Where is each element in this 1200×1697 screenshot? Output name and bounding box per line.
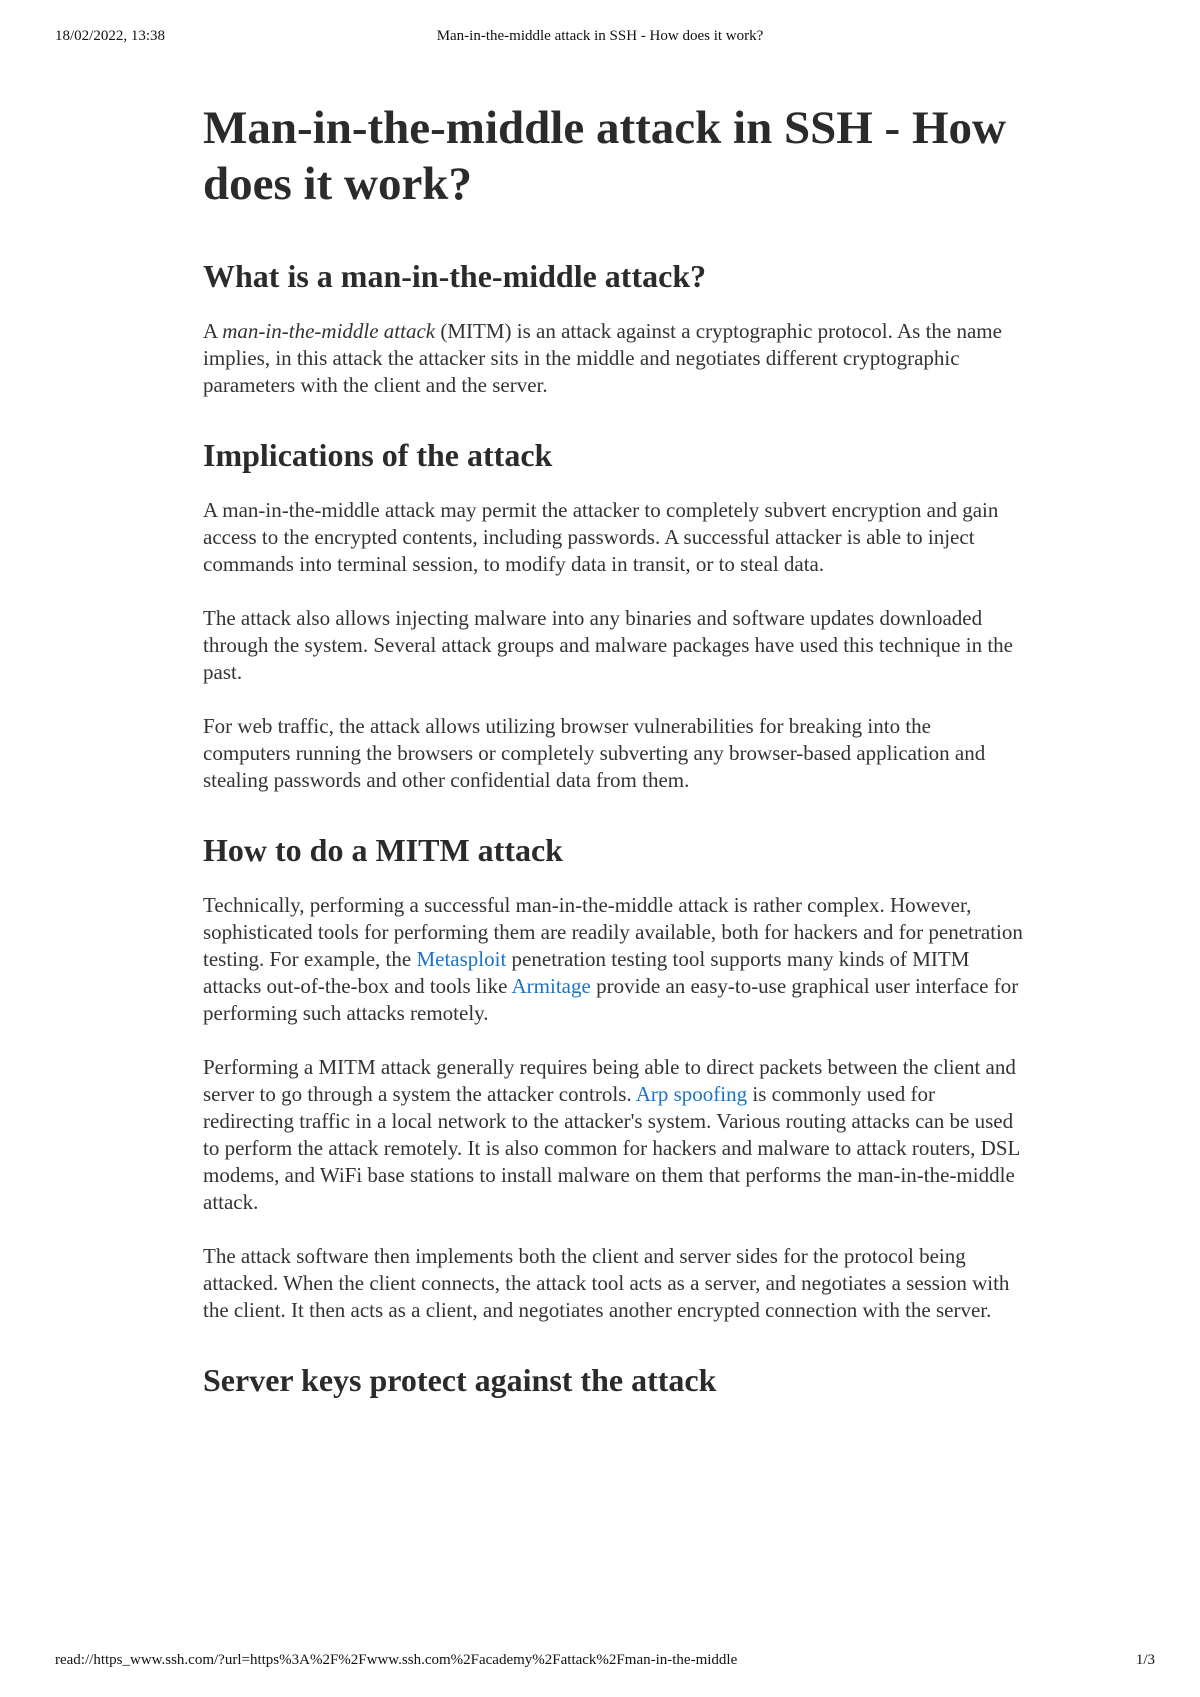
text-run: Performing a MITM attack generally requires being able to direct packets between the client and server to go through a system the attacker controls. [203, 1055, 1016, 1106]
text-run: (MITM) is an attack against a cryptographic protocol. As the name implies, in this attack the attacker sits in the middle and negotiates different cryptographic parameters with the client and the server. [203, 319, 1002, 397]
section-what-is-mitm [203, 256, 1023, 399]
paragraph: The attack software then implements both the client and server sides for the protocol being attacked. When the client connects, the attack tool acts as a server, and negotiates a session with the client. It then acts as a client, and negotiates another encrypted connection with the server. [203, 1244, 1010, 1322]
section-heading: Implications of the attack [203, 437, 553, 473]
section-how-to-mitm [203, 830, 1023, 1324]
print-datetime: 18/02/2022, 13:38 [55, 28, 166, 44]
paragraph [203, 892, 1023, 1027]
paragraph: The attack also allows injecting malware into any binaries and software updates downloaded through the system. Several attack groups and malware packages have used this technique in the past. [203, 606, 1013, 684]
emphasis-term: man-in-the-middle attack [222, 319, 436, 343]
paragraph [203, 1054, 1023, 1216]
section-heading: Server keys protect against the attack [203, 1362, 717, 1398]
print-page-title: Man-in-the-middle attack in SSH - How does it work? [436, 28, 764, 44]
article-title: Man-in-the-middle attack in SSH - How does it work? [203, 102, 1006, 210]
text-run: A [203, 319, 223, 343]
print-page-number: 1/3 [1135, 1652, 1155, 1668]
paragraph: For web traffic, the attack allows utilizing browser vulnerabilities for breaking into the computers running the browsers or completely subverting any browser-based application and stealing passwords and other confidential data from them. [203, 714, 986, 792]
paragraph [203, 318, 1023, 399]
metasploit-link[interactable]: Metasploit [416, 947, 507, 971]
text-run: penetration testing tool supports many kinds of MITM attacks out-of-the-box and tools like [203, 947, 970, 998]
print-url: read://https_www.ssh.com/?url=https%3A%2F%2Fwww.ssh.com%2Facademy%2Fattack%2Fman-in-the-middle [55, 1652, 738, 1668]
arp-spoofing-link[interactable]: Arp spoofing [635, 1082, 748, 1106]
paragraph: A man-in-the-middle attack may permit the attacker to completely subvert encryption and gain access to the encrypted contents, including passwords. A successful attacker is able to inject commands into terminal session, to modify data in transit, or to steal data. [203, 498, 999, 576]
section-implications [203, 435, 1023, 794]
section-server-keys [203, 1360, 1023, 1400]
section-heading: What is a man-in-the-middle attack? [203, 258, 707, 294]
article [203, 100, 1023, 1436]
armitage-link[interactable]: Armitage [511, 974, 591, 998]
section-heading: How to do a MITM attack [203, 832, 563, 868]
text-run: is commonly used for redirecting traffic in a local network to the attacker's system. Various routing attacks can be used to perform the attack remotely. It is also common for hackers and malware to attack routers, DSL modems, and WiFi base stations to install malware on them that performs the man-in-the-middle attack. [203, 1082, 1020, 1214]
text-run: Technically, performing a successful man-in-the-middle attack is rather complex. However, sophisticated tools for performing them are readily available, both for hackers and for penetration testing. For example, the [203, 893, 1023, 971]
text-run: provide an easy-to-use graphical user interface for performing such attacks remotely. [203, 974, 1019, 1025]
